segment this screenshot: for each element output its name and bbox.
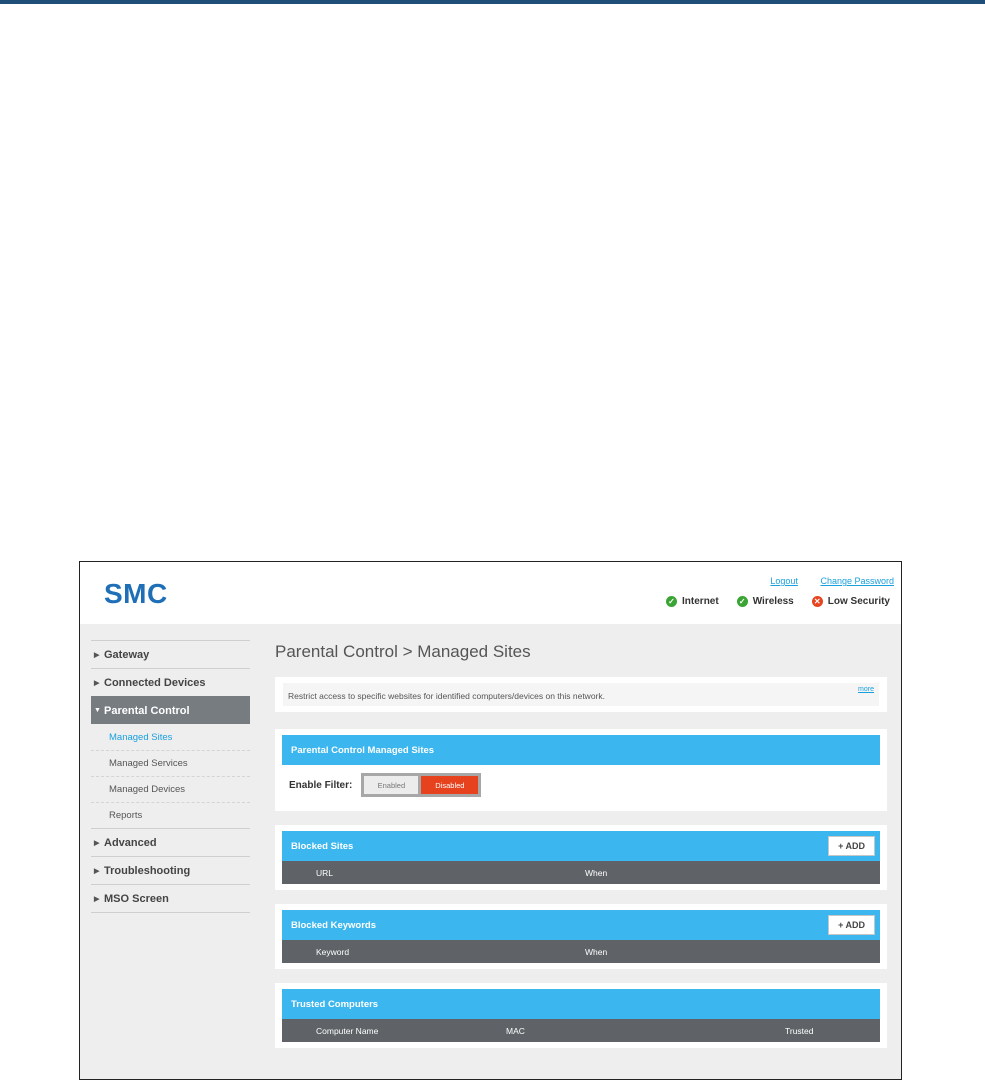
alert-circle-icon: ✕ — [812, 596, 823, 607]
top-rule — [0, 0, 985, 4]
sidebar-item-label: MSO Screen — [104, 892, 169, 905]
sidebar-item-label: Gateway — [104, 648, 150, 661]
chevron-right-icon: ▶ — [94, 867, 100, 875]
sidebar-subitem-managed-sites[interactable]: Managed Sites — [109, 731, 173, 743]
table-header — [282, 861, 880, 884]
blocked-sites-panel — [275, 825, 887, 890]
status-security — [812, 596, 890, 607]
parental-control-submenu — [91, 724, 250, 828]
page-title: Parental Control > Managed Sites — [275, 642, 531, 661]
panel-title: Trusted Computers — [291, 998, 379, 1010]
description-text: Restrict access to specific websites for identified computers/devices on this network. — [283, 683, 879, 706]
sidebar-subitem-reports[interactable]: Reports — [91, 802, 250, 828]
table-header — [282, 1019, 880, 1042]
blocked-keywords-panel — [275, 904, 887, 969]
more-link[interactable]: more — [858, 686, 874, 693]
column-header-mac: MAC — [506, 1026, 525, 1036]
sidebar-subitem-managed-services[interactable]: Managed Services — [91, 750, 250, 776]
panel-title: Blocked Keywords — [291, 919, 376, 931]
sidebar-item-advanced[interactable] — [91, 828, 250, 856]
sidebar-item-troubleshooting[interactable] — [91, 856, 250, 884]
enabled-option[interactable]: Enabled — [364, 776, 421, 794]
status-label: Low Security — [827, 596, 890, 607]
content-area — [80, 624, 901, 1080]
status-internet — [666, 596, 719, 607]
disabled-option[interactable]: Disabled — [421, 776, 478, 794]
status-label: Internet — [682, 596, 719, 607]
sidebar-item-parental-control[interactable] — [91, 696, 250, 724]
header — [80, 562, 901, 624]
panel-header — [282, 989, 880, 1019]
sidebar-item-label: Parental Control — [104, 704, 190, 717]
managed-sites-panel — [275, 729, 887, 811]
column-header-url: URL — [316, 868, 334, 878]
column-header-when: When — [585, 868, 608, 878]
logout-link[interactable]: Logout — [770, 576, 798, 586]
enable-filter-label: Enable Filter: — [289, 779, 353, 791]
column-header-computer-name: Computer Name — [316, 1026, 379, 1036]
check-circle-icon: ✓ — [737, 596, 748, 607]
sidebar-divider — [91, 912, 250, 913]
chevron-right-icon: ▶ — [94, 839, 100, 847]
panel-title: Parental Control Managed Sites — [291, 744, 435, 756]
add-blocked-keyword-button[interactable]: + ADD — [828, 915, 875, 935]
sidebar-item-mso-screen[interactable] — [91, 884, 250, 912]
trusted-computers-panel — [275, 983, 887, 1048]
main-panel — [275, 638, 887, 1048]
header-links — [750, 576, 894, 586]
status-wireless — [737, 596, 794, 607]
status-label: Wireless — [752, 596, 794, 607]
enable-filter-row — [282, 765, 880, 805]
sidebar-nav — [91, 640, 250, 913]
add-blocked-site-button[interactable]: + ADD — [828, 836, 875, 856]
panel-header — [282, 910, 880, 940]
sidebar-subitem-managed-devices[interactable]: Managed Devices — [91, 776, 250, 802]
sidebar-item-connected-devices[interactable] — [91, 668, 250, 696]
panel-header — [282, 831, 880, 861]
chevron-down-icon: ▼ — [94, 707, 101, 714]
panel-header — [282, 735, 880, 765]
sidebar-item-gateway[interactable] — [91, 640, 250, 668]
enable-filter-toggle — [361, 773, 481, 797]
chevron-right-icon: ▶ — [94, 679, 100, 687]
chevron-right-icon: ▶ — [94, 895, 100, 903]
sidebar-item-label: Advanced — [104, 836, 157, 849]
check-circle-icon: ✓ — [666, 596, 677, 607]
column-header-keyword: Keyword — [316, 947, 350, 957]
table-header — [282, 940, 880, 963]
description-box — [275, 677, 887, 712]
sidebar-item-label: Connected Devices — [104, 676, 206, 689]
panel-title: Blocked Sites — [291, 840, 354, 852]
status-indicators — [666, 596, 890, 607]
router-ui-screenshot — [79, 561, 902, 1080]
smc-logo: SMC — [104, 578, 168, 609]
sidebar-item-label: Troubleshooting — [104, 864, 191, 877]
column-header-trusted: Trusted — [785, 1026, 814, 1036]
chevron-right-icon: ▶ — [94, 651, 100, 659]
column-header-when: When — [585, 947, 608, 957]
change-password-link[interactable]: Change Password — [820, 576, 894, 586]
